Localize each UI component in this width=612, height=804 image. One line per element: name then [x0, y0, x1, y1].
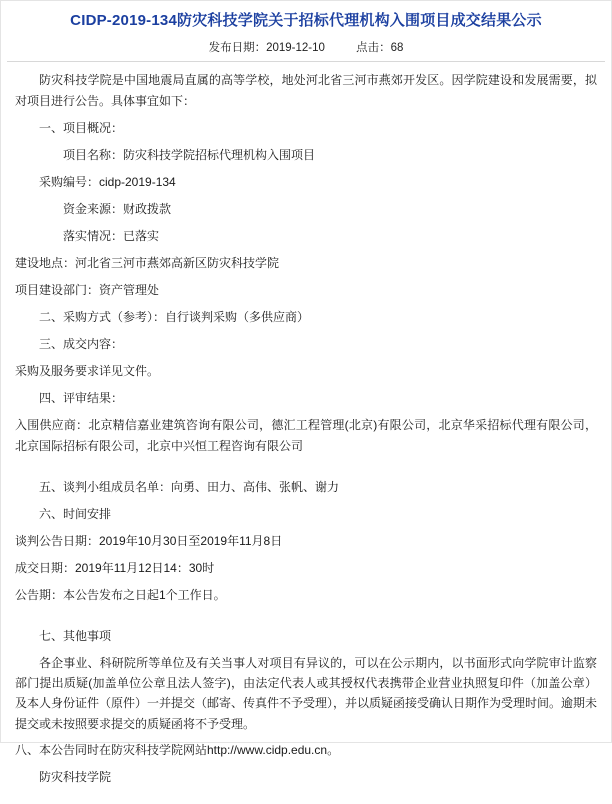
section-4-heading: 四、评审结果： — [15, 388, 597, 409]
document-meta — [1, 39, 611, 61]
spacer — [15, 463, 597, 477]
fund-status: 落实情况：已落实 — [15, 226, 597, 247]
deal-date: 成交日期：2019年11月12日14：30时 — [15, 558, 597, 579]
section-6-heading: 六、时间安排 — [15, 504, 597, 525]
publicity-period: 公告期：本公告发布之日起1个工作日。 — [15, 585, 597, 606]
spacer-2 — [15, 612, 597, 626]
section-7-heading: 七、其他事项 — [15, 626, 597, 647]
section-2-heading: 二、采购方式（参考）：自行谈判采购（多供应商） — [15, 307, 597, 328]
section-7-body: 各企事业、科研院所等单位及有关当事人对项目有异议的，可以在公示期内，以书面形式向学院审计监察部门提出质疑(加盖单位公章且法人签字)，由法定代表人或其授权代表携带企业营业执照复印件（加盖公章）及本人身份证件（原件）一并提交（邮寄、传真件不予受理），并以质疑函接受确认日期作为受理时间。逾期未提交或未按照要求提交的质疑函将不予受理。 — [15, 653, 597, 735]
publish-date: 发布日期：2019-12-10 — [209, 39, 325, 55]
intro-paragraph: 防灾科技学院是中国地震局直属的高等学校，地处河北省三河市燕郊开发区。因学院建设和发展需要，拟对项目进行公告。具体事宜如下： — [15, 70, 597, 112]
section-3-heading: 三、成交内容： — [15, 334, 597, 355]
section-8-heading: 八、本公告同时在防灾科技学院网站http://www.cidp.edu.cn。 — [15, 740, 597, 761]
section-3-body: 采购及服务要求详见文件。 — [15, 361, 597, 382]
section-1-heading: 一、项目概况： — [15, 118, 597, 139]
build-place: 建设地点：河北省三河市燕郊高新区防灾科技学院 — [15, 253, 597, 274]
build-department: 项目建设部门：资产管理处 — [15, 280, 597, 301]
fund-source: 资金来源：财政拨款 — [15, 199, 597, 220]
page-title: CIDP-2019-134防灾科技学院关于招标代理机构入围项目成交结果公示 — [1, 1, 611, 39]
document-body — [1, 70, 611, 804]
negotiation-notice-date: 谈判公告日期：2019年10月30日至2019年11月8日 — [15, 531, 597, 552]
hit-count: 点击：68 — [356, 39, 403, 55]
purchase-number: 采购编号：cidp-2019-134 — [15, 172, 597, 193]
qualified-suppliers: 入围供应商：北京精信嘉业建筑咨询有限公司，德汇工程管理(北京)有限公司，北京华采招标代理有限公司，北京国际招标有限公司，北京中兴恒工程咨询有限公司 — [15, 415, 597, 457]
header-divider — [7, 61, 605, 62]
project-name: 项目名称：防灾科技学院招标代理机构入围项目 — [15, 145, 597, 166]
section-5-heading: 五、谈判小组成员名单：向勇、田力、高伟、张帆、谢力 — [15, 477, 597, 498]
signature: 防灾科技学院 — [15, 767, 597, 788]
